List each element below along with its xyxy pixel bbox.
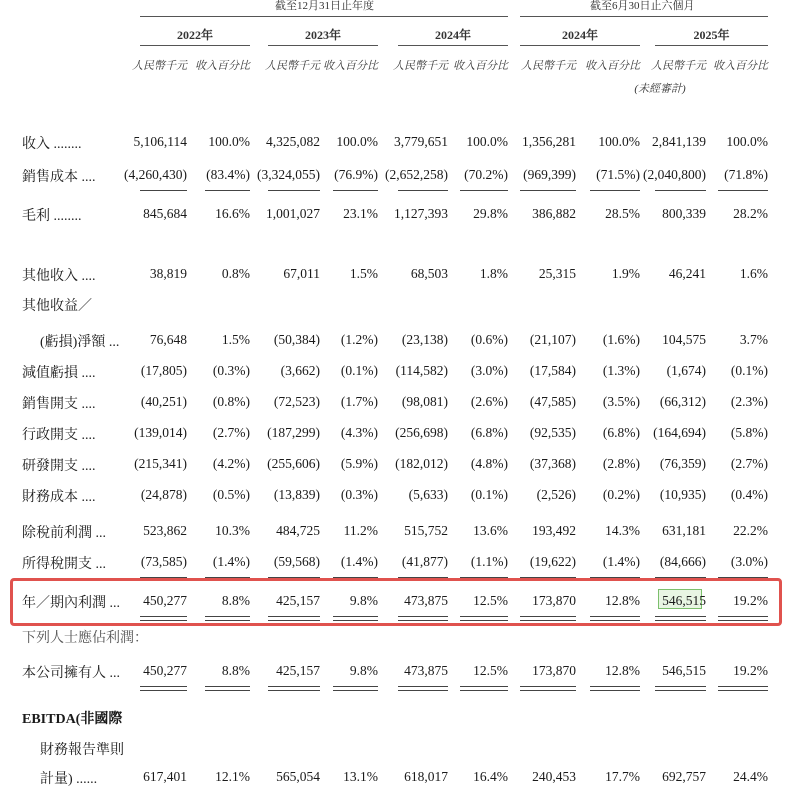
total-double-rule (140, 686, 187, 691)
amount-cell: (10,935) (659, 487, 706, 502)
amount-cell: 617,401 (143, 769, 187, 784)
amount-cell: 1,127,393 (394, 206, 448, 221)
percent-cell: (2.7%) (212, 425, 250, 440)
amount-cell: (92,535) (529, 425, 576, 440)
percent-cell: 0.8% (221, 266, 250, 281)
total-double-rule (718, 686, 768, 691)
percent-cell: (0.4%) (730, 487, 768, 502)
amount-cell: (76,359) (659, 456, 706, 471)
period-rule-h1 (520, 16, 768, 17)
unit-pct-header: 收入百分比 (323, 60, 378, 72)
total-double-rule (460, 686, 508, 691)
unaudited-note: (未經審計) (634, 83, 686, 95)
percent-cell: 28.5% (605, 206, 640, 221)
percent-cell: 14.3% (605, 523, 640, 538)
amount-cell: 1,001,027 (266, 206, 320, 221)
amount-cell: (2,652,258) (385, 167, 448, 182)
year-header: 2024年 (561, 28, 598, 42)
total-double-rule (520, 686, 576, 691)
percent-cell: (0.1%) (730, 363, 768, 378)
percent-cell: 3.7% (739, 332, 768, 347)
subtotal-rule (333, 190, 378, 191)
percent-cell: 9.8% (349, 593, 378, 608)
leader-dots: .... (78, 459, 96, 474)
row-label: 銷售開支 .... (22, 397, 96, 412)
row-label: 本公司擁有人 ... (22, 666, 120, 681)
percent-cell: (1.1%) (470, 554, 508, 569)
row-label: 年／期內利潤 ... (22, 596, 120, 611)
amount-cell: (114,582) (395, 363, 448, 378)
amount-cell: (3,324,055) (257, 167, 320, 182)
percent-cell: (3.0%) (470, 363, 508, 378)
leader-dots: .... (78, 490, 96, 505)
amount-cell: 67,011 (283, 266, 320, 281)
subtotal-rule (460, 190, 508, 191)
amount-cell: (969,399) (523, 167, 576, 182)
percent-cell: 17.7% (605, 769, 640, 784)
row-label: 所得稅開支 ... (22, 557, 106, 572)
percent-cell: (4.8%) (470, 456, 508, 471)
subtotal-rule (590, 190, 640, 191)
leader-dots: .... (78, 397, 96, 412)
unit-pct-header: 收入百分比 (713, 60, 768, 72)
percent-cell: (83.4%) (206, 167, 250, 182)
amount-cell: 546,515 (662, 663, 706, 678)
percent-cell: 16.6% (215, 206, 250, 221)
amount-cell: (2,040,800) (643, 167, 706, 182)
percent-cell: 23.1% (343, 206, 378, 221)
unit-amount-header: 人民幣千元 (521, 60, 576, 72)
unit-amount-header: 人民幣千元 (132, 60, 187, 72)
total-double-rule (590, 686, 640, 691)
amount-cell: 523,862 (143, 523, 187, 538)
leader-dots: ........ (50, 137, 82, 152)
percent-cell: (1.4%) (212, 554, 250, 569)
amount-cell: 68,503 (410, 266, 448, 281)
total-double-rule (398, 686, 448, 691)
row-label: 除稅前利潤 ... (22, 526, 106, 541)
leader-dots: ... (92, 557, 106, 572)
amount-cell: (182,012) (395, 456, 448, 471)
year-rule (520, 45, 640, 46)
amount-cell: (24,878) (140, 487, 187, 502)
row-label: 銷售成本 .... (22, 170, 96, 185)
row-label: 毛利 ........ (22, 209, 82, 224)
amount-cell: 473,875 (404, 593, 448, 608)
amount-cell: (40,251) (140, 394, 187, 409)
percent-cell: 13.1% (343, 769, 378, 784)
amount-cell: (50,384) (273, 332, 320, 347)
amount-cell: 484,725 (276, 523, 320, 538)
row-label: 研發開支 .... (22, 459, 96, 474)
unit-pct-header: 收入百分比 (453, 60, 508, 72)
highlight-box (10, 578, 782, 626)
percent-cell: (2.8%) (602, 456, 640, 471)
percent-cell: 8.8% (221, 663, 250, 678)
amount-cell: (73,585) (140, 554, 187, 569)
percent-cell: (71.8%) (724, 167, 768, 182)
percent-cell: 12.8% (605, 593, 640, 608)
amount-cell: 450,277 (143, 663, 187, 678)
percent-cell: (1.4%) (340, 554, 378, 569)
amount-cell: 104,575 (662, 332, 706, 347)
year-header: 2025年 (693, 28, 730, 42)
subtotal-rule (655, 190, 706, 191)
amount-cell: 618,017 (404, 769, 448, 784)
percent-cell: 22.2% (733, 523, 768, 538)
amount-cell: (17,584) (529, 363, 576, 378)
subtotal-rule (140, 190, 187, 191)
subtotal-rule (268, 190, 320, 191)
percent-cell: (2.3%) (730, 394, 768, 409)
amount-cell: (41,877) (401, 554, 448, 569)
percent-cell: 12.5% (473, 593, 508, 608)
amount-cell: 800,339 (662, 206, 706, 221)
amount-cell: 473,875 (404, 663, 448, 678)
leader-dots: ... (106, 596, 120, 611)
row-label: 財務報告準則 (40, 743, 124, 758)
percent-cell: (0.5%) (212, 487, 250, 502)
total-double-rule (268, 686, 320, 691)
unit-pct-header: 收入百分比 (195, 60, 250, 72)
row-label: 收入 ........ (22, 137, 82, 152)
percent-cell: (0.2%) (602, 487, 640, 502)
amount-cell: 546,515 (662, 593, 706, 608)
amount-cell: (3,662) (280, 363, 320, 378)
percent-cell: (70.2%) (464, 167, 508, 182)
unit-amount-header: 人民幣千元 (651, 60, 706, 72)
percent-cell: 100.0% (208, 134, 250, 149)
percent-cell: 1.5% (349, 266, 378, 281)
percent-cell: (4.2%) (212, 456, 250, 471)
amount-cell: (1,674) (666, 363, 706, 378)
amount-cell: (66,312) (659, 394, 706, 409)
amount-cell: (256,698) (395, 425, 448, 440)
percent-cell: (2.6%) (470, 394, 508, 409)
period-header-fy: 截至12月31日止年度 (275, 0, 374, 12)
percent-cell: (0.3%) (340, 487, 378, 502)
year-rule (398, 45, 508, 46)
year-rule (268, 45, 378, 46)
amount-cell: 2,841,139 (652, 134, 706, 149)
percent-cell: 100.0% (336, 134, 378, 149)
percent-cell: (76.9%) (334, 167, 378, 182)
amount-cell: 1,356,281 (522, 134, 576, 149)
amount-cell: 515,752 (404, 523, 448, 538)
percent-cell: (1.2%) (340, 332, 378, 347)
amount-cell: (2,526) (536, 487, 576, 502)
amount-cell: 450,277 (143, 593, 187, 608)
percent-cell: 12.8% (605, 663, 640, 678)
amount-cell: (215,341) (134, 456, 187, 471)
amount-cell: (72,523) (273, 394, 320, 409)
year-rule (655, 45, 768, 46)
amount-cell: (255,606) (267, 456, 320, 471)
unit-amount-header: 人民幣千元 (265, 60, 320, 72)
year-header: 2024年 (434, 28, 471, 42)
subtotal-rule (520, 190, 576, 191)
amount-cell: 193,492 (532, 523, 576, 538)
percent-cell: (0.8%) (212, 394, 250, 409)
leader-dots: .... (78, 269, 96, 284)
leader-dots: ... (105, 335, 120, 350)
row-label: 計量) ...... (40, 772, 98, 787)
amount-cell: 5,106,114 (133, 134, 187, 149)
amount-cell: (187,299) (267, 425, 320, 440)
amount-cell: (164,694) (653, 425, 706, 440)
total-double-rule (655, 686, 706, 691)
percent-cell: 19.2% (733, 663, 768, 678)
percent-cell: (4.3%) (340, 425, 378, 440)
amount-cell: 25,315 (538, 266, 576, 281)
row-label: EBITDA(非國際 (22, 712, 123, 727)
percent-cell: 100.0% (598, 134, 640, 149)
percent-cell: 19.2% (733, 593, 768, 608)
amount-cell: (47,585) (529, 394, 576, 409)
percent-cell: 9.8% (349, 663, 378, 678)
year-header: 2022年 (176, 28, 213, 42)
percent-cell: 11.2% (343, 523, 378, 538)
amount-cell: (21,107) (529, 332, 576, 347)
percent-cell: (2.7%) (730, 456, 768, 471)
percent-cell: 100.0% (726, 134, 768, 149)
amount-cell: (23,138) (401, 332, 448, 347)
row-label: 財務成本 .... (22, 490, 96, 505)
year-header: 2023年 (304, 28, 341, 42)
amount-cell: 631,181 (662, 523, 706, 538)
total-double-rule (205, 686, 250, 691)
percent-cell: 10.3% (215, 523, 250, 538)
subtotal-rule (718, 190, 768, 191)
percent-cell: 1.8% (479, 266, 508, 281)
row-label: 減值虧損 .... (22, 366, 96, 381)
amount-cell: 46,241 (668, 266, 706, 281)
percent-cell: (0.3%) (212, 363, 250, 378)
amount-cell: (17,805) (140, 363, 187, 378)
percent-cell: (6.8%) (602, 425, 640, 440)
amount-cell: (84,666) (659, 554, 706, 569)
period-rule-fy (140, 16, 508, 17)
amount-cell: (13,839) (273, 487, 320, 502)
percent-cell: (0.1%) (340, 363, 378, 378)
amount-cell: 565,054 (276, 769, 320, 784)
amount-cell: (139,014) (134, 425, 187, 440)
subtotal-rule (205, 190, 250, 191)
amount-cell: (19,622) (529, 554, 576, 569)
percent-cell: 1.5% (221, 332, 250, 347)
amount-cell: 173,870 (532, 663, 576, 678)
amount-cell: (4,260,430) (124, 167, 187, 182)
percent-cell: 1.6% (739, 266, 768, 281)
percent-cell: 12.5% (473, 663, 508, 678)
amount-cell: 173,870 (532, 593, 576, 608)
leader-dots: .... (78, 428, 96, 443)
year-rule (140, 45, 250, 46)
percent-cell: (5.8%) (730, 425, 768, 440)
amount-cell: 692,757 (662, 769, 706, 784)
percent-cell: (1.7%) (340, 394, 378, 409)
amount-cell: 240,453 (532, 769, 576, 784)
percent-cell: 28.2% (733, 206, 768, 221)
row-label: 行政開支 .... (22, 428, 96, 443)
unit-pct-header: 收入百分比 (585, 60, 640, 72)
percent-cell: (71.5%) (596, 167, 640, 182)
percent-cell: (5.9%) (340, 456, 378, 471)
amount-cell: 386,882 (532, 206, 576, 221)
leader-dots: .... (78, 366, 96, 381)
percent-cell: 24.4% (733, 769, 768, 784)
percent-cell: (6.8%) (470, 425, 508, 440)
percent-cell: (0.6%) (470, 332, 508, 347)
period-header-h1: 截至6月30日止六個月 (590, 0, 695, 12)
leader-dots: ... (106, 666, 120, 681)
leader-dots: ...... (72, 772, 98, 787)
percent-cell: (1.4%) (602, 554, 640, 569)
amount-cell: 425,157 (276, 593, 320, 608)
leader-dots: ... (92, 526, 106, 541)
row-label: 其他收入 .... (22, 269, 96, 284)
amount-cell: (5,633) (408, 487, 448, 502)
row-label: 其他收益／ (22, 299, 92, 314)
percent-cell: 8.8% (221, 593, 250, 608)
percent-cell: 100.0% (466, 134, 508, 149)
amount-cell: 38,819 (149, 266, 187, 281)
unit-amount-header: 人民幣千元 (393, 60, 448, 72)
amount-cell: (37,368) (529, 456, 576, 471)
amount-cell: (98,081) (401, 394, 448, 409)
percent-cell: (3.5%) (602, 394, 640, 409)
leader-dots: ........ (50, 209, 82, 224)
amount-cell: 425,157 (276, 663, 320, 678)
row-label: (虧損)淨額 ... (40, 335, 120, 350)
subtotal-rule (398, 190, 448, 191)
percent-cell: (1.6%) (602, 332, 640, 347)
percent-cell: 1.9% (611, 266, 640, 281)
amount-cell: 845,684 (143, 206, 187, 221)
percent-cell: (3.0%) (730, 554, 768, 569)
amount-cell: 3,779,651 (394, 134, 448, 149)
amount-cell: 76,648 (149, 332, 187, 347)
percent-cell: (1.3%) (602, 363, 640, 378)
leader-dots: .... (78, 170, 96, 185)
total-double-rule (333, 686, 378, 691)
row-label: 下列人士應佔利潤： (22, 631, 148, 646)
percent-cell: (0.1%) (470, 487, 508, 502)
percent-cell: 16.4% (473, 769, 508, 784)
percent-cell: 12.1% (215, 769, 250, 784)
percent-cell: 13.6% (473, 523, 508, 538)
amount-cell: 4,325,082 (266, 134, 320, 149)
amount-cell: (59,568) (273, 554, 320, 569)
percent-cell: 29.8% (473, 206, 508, 221)
